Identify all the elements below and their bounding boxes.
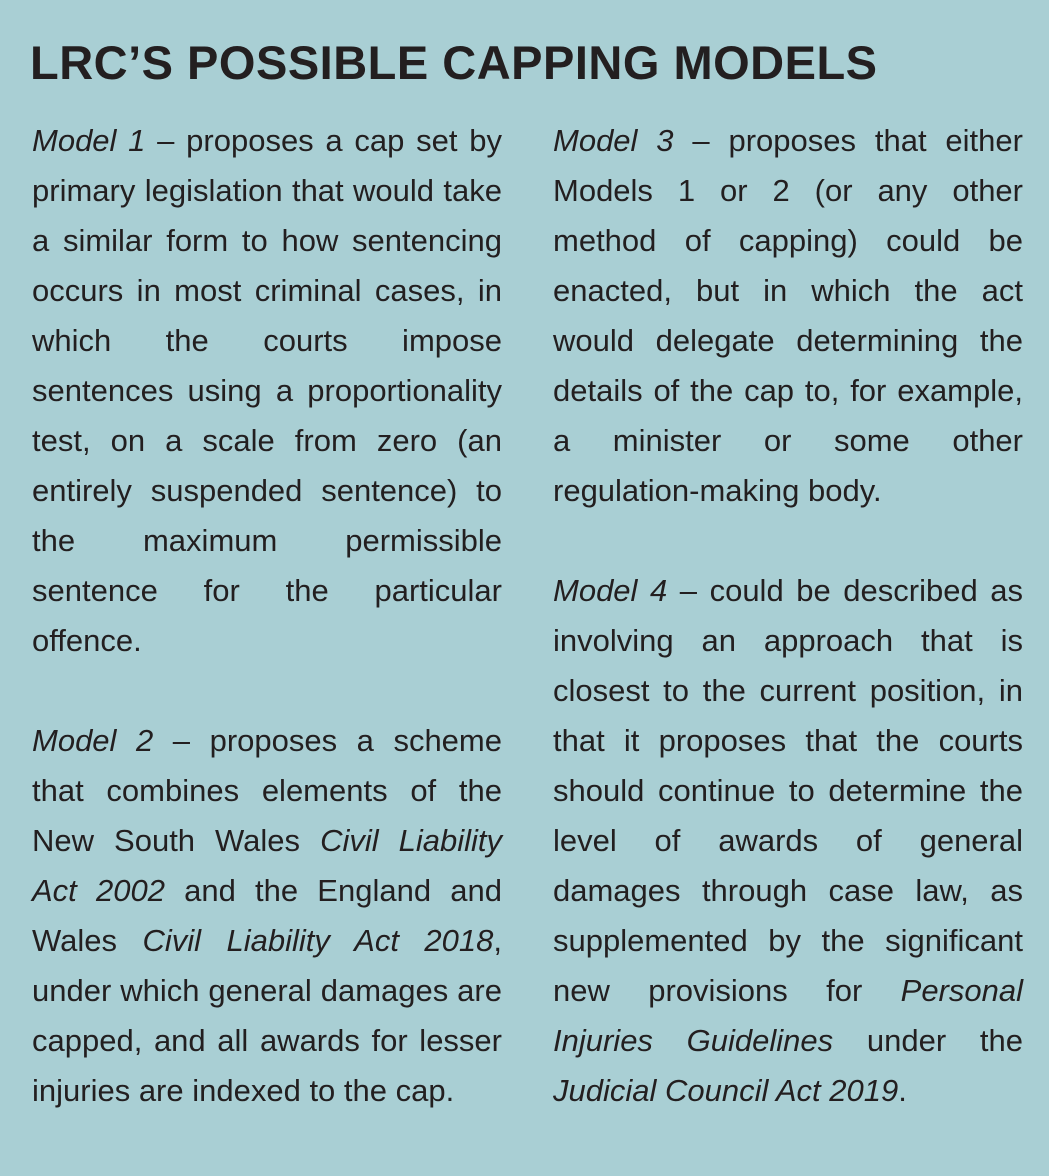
box-title: LRC’S POSSIBLE CAPPING MODELS [30,36,878,89]
model-4-text-a: – could be described as involving an approach that is closest to the current position, in that it proposes that the courts should continue to determine the level of awards of general damages through case law, as supplemented by the significant new provisions for [553,573,1023,1008]
model-2-text-a: – proposes a scheme that combines elements of the New South Wales [32,723,502,858]
model-4-italic-guidelines: Personal Injuries Guidelines [553,973,1023,1058]
model-3-text: – proposes that either Models 1 or 2 (or any other method of capping) could be enacted, but in which the act would delegate determining the details of the cap to, for example, a minister or some other regulation-making body. [553,123,1023,508]
right-column [553,116,1023,1116]
model-2-text-c: , under which general damages are capped, and all awards for lesser injuries are indexed to the cap. [32,923,503,1108]
left-column [32,116,502,1116]
model-4-paragraph [553,566,1023,1116]
model-4-label: Model 4 [553,573,668,608]
model-2-paragraph [32,716,502,1116]
model-4-text-b: under the [833,1023,1024,1058]
model-1-label: Model 1 [32,123,146,158]
model-2-italic-nsw-act: Civil Liability Act 2002 [32,823,503,908]
model-1-paragraph [32,116,502,666]
model-2-text-b: and the England and Wales [32,873,502,958]
model-4-italic-judicial-act: Judicial Council Act 2019 [553,1073,899,1108]
model-2-label: Model 2 [32,723,154,758]
model-3-paragraph [553,116,1023,516]
model-1-text: – proposes a cap set by primary legislation that would take a similar form to how sentencing occurs in most criminal cases, in which the courts impose sentences using a proportionality test, on a scale from zero (an entirely suspended sentence) to the maximum permissible sentence for the particular offence. [32,123,502,658]
model-2-italic-ew-act: Civil Liability Act 2018 [142,923,494,958]
model-4-text-c: . [898,1073,907,1108]
model-3-label: Model 3 [553,123,674,158]
